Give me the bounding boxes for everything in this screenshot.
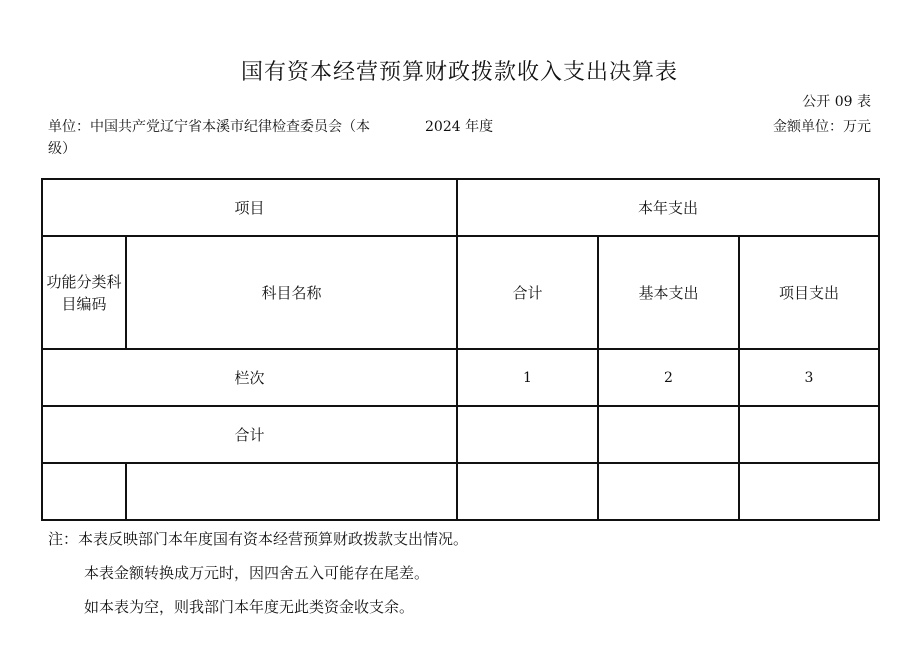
- total-basic-value: [598, 406, 739, 463]
- note-line-2: 本表金额转换成万元时，因四舍五入可能存在尾差。: [84, 564, 430, 582]
- note-line-1: 注：本表反映部门本年度国有资本经营预算财政拨款支出情况。: [48, 530, 469, 548]
- column-code-header: 功能分类科目编码: [42, 236, 126, 349]
- total-project-value: [739, 406, 879, 463]
- page-title: 国有资本经营预算财政拨款收入支出决算表: [240, 60, 678, 85]
- column-basic-header: 基本支出: [598, 236, 739, 349]
- column-index-1: 1: [457, 349, 598, 406]
- column-project-header: 项目支出: [739, 236, 879, 349]
- header-expense: 本年支出: [457, 179, 879, 236]
- empty-code-cell: [42, 463, 126, 520]
- fiscal-year: 2024 年度: [425, 119, 494, 135]
- column-index-row: [42, 349, 879, 406]
- column-index-3: 3: [739, 349, 879, 406]
- note-line-3: 如本表为空，则我部门本年度无此类资金收支余。: [84, 598, 415, 616]
- column-name-header: 科目名称: [126, 236, 457, 349]
- empty-total-cell: [457, 463, 598, 520]
- table-header-row: [42, 179, 879, 236]
- unit-label: 单位：中国共产党辽宁省本溪市纪律检查委员会（本级）: [48, 119, 370, 157]
- total-value: [457, 406, 598, 463]
- header-item: 项目: [42, 179, 457, 236]
- table-subheader-row: [42, 236, 879, 349]
- total-row: [42, 406, 879, 463]
- row-index-label: 栏次: [42, 349, 457, 406]
- total-label: 合计: [42, 406, 457, 463]
- table-row: [42, 463, 879, 520]
- column-total-header: 合计: [457, 236, 598, 349]
- budget-table: [41, 178, 880, 521]
- notes-section: [48, 528, 468, 630]
- empty-name-cell: [126, 463, 457, 520]
- empty-project-cell: [739, 463, 879, 520]
- column-index-2: 2: [598, 349, 739, 406]
- empty-basic-cell: [598, 463, 739, 520]
- amount-unit-label: 金额单位：万元: [773, 119, 871, 135]
- form-number: 公开 09 表: [802, 94, 871, 110]
